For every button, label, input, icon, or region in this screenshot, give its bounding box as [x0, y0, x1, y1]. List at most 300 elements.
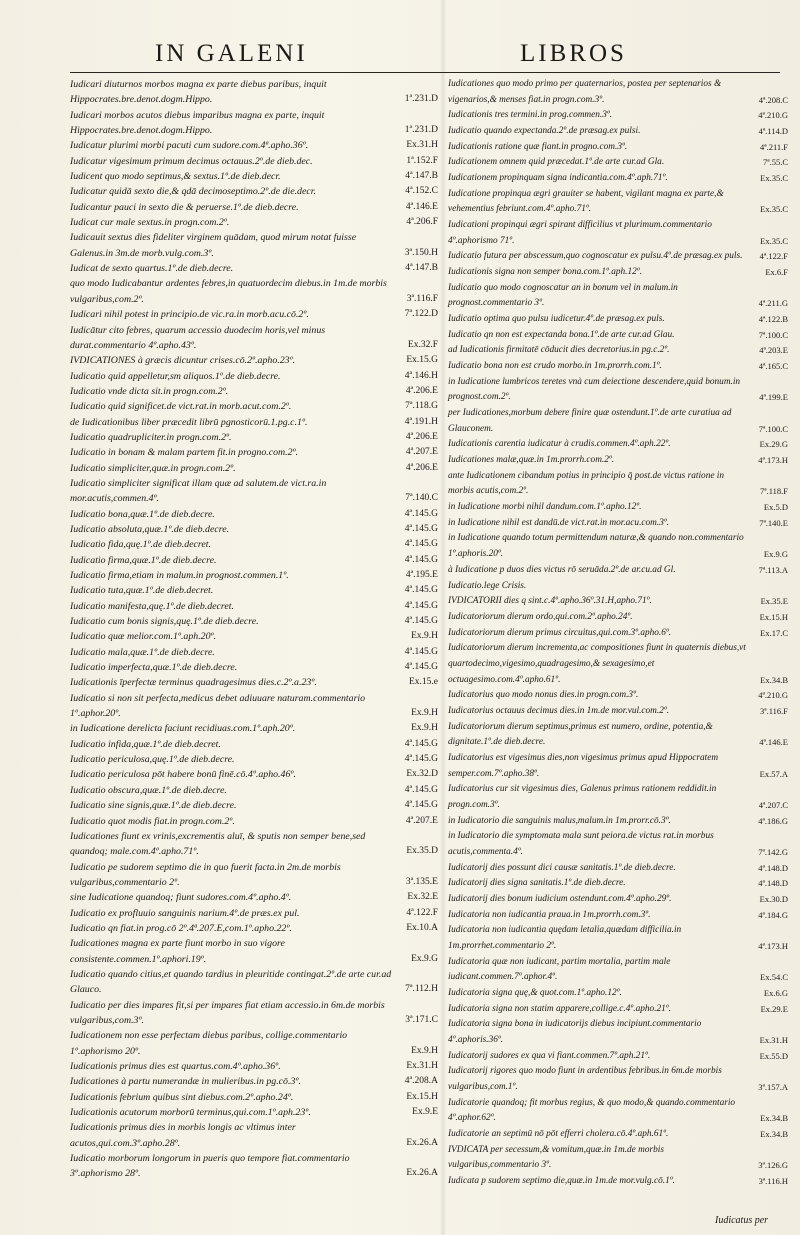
index-entry	[448, 187, 788, 218]
index-entry	[70, 752, 438, 767]
entry-reference: 7ª.118.G	[405, 401, 438, 412]
entry-text: Iudicationis īperfectæ terminus quadragesimus dies.c.2º.a.23º.	[70, 677, 317, 689]
index-column-left	[70, 77, 438, 1182]
entry-text: Iudicationis primus dies est quartus.com.4º.apho.36º.	[70, 1061, 281, 1072]
entry-reference: 4ª.145.G	[404, 600, 438, 611]
entry-text: Iudicatio quæ melior.com.1º.aph.20º.	[70, 631, 217, 643]
index-entry	[70, 798, 438, 813]
index-entry	[448, 469, 788, 500]
entry-reference: 7ª.113.A	[758, 564, 788, 575]
entry-reference: Ex.29.E	[760, 1003, 788, 1014]
header-rule	[70, 72, 780, 73]
entry-text: quo modo Iudicabantur ardentes febres,in quatuordecim diebus.in 1m.de morbis vulgaribus,com.2º.	[70, 278, 387, 305]
entry-text: à Iudicatione p duos dies victus rō seruāda.2º.de ar.cu.ad Gl.	[448, 564, 676, 575]
index-entry	[70, 737, 438, 752]
entry-reference: 7ª.140.E	[759, 517, 788, 528]
index-entry	[70, 553, 438, 568]
entry-reference: Ex.26.A	[406, 1137, 438, 1148]
index-entry	[448, 704, 788, 720]
index-column-right	[448, 77, 788, 1190]
index-entry	[70, 1074, 438, 1089]
entry-reference: 4ª.145.G	[404, 585, 438, 596]
index-entry	[448, 594, 788, 610]
entry-reference: 4ª.207.E	[405, 815, 438, 826]
entry-text: in Iudicatione lumbricos teretes vnà cum deiectione descendere,quid bonum.in prognost.com.2º.	[448, 376, 741, 403]
index-entry	[448, 437, 788, 453]
entry-reference: 3ª.126.G	[758, 1160, 788, 1171]
index-entry	[70, 430, 438, 445]
entry-text: Iudicata p sudorem septimo die,quæ.in 1m.de mor.vulg.cō.1º.	[448, 1176, 675, 1187]
entry-reference: 1ª.152.F	[406, 155, 438, 166]
entry-reference: 4ª.208.A	[404, 1076, 438, 1087]
entry-text: Iudicatio qn fiat.in prog.cō 2º.4ª.207.E,com.1º.apho.22º.	[70, 922, 292, 934]
index-entry	[70, 660, 438, 675]
entry-reference: Ex.57.A	[759, 768, 788, 779]
index-entry	[448, 923, 788, 954]
entry-reference: 7ª.118.F	[759, 486, 788, 497]
entry-reference: 4ª.207.E	[405, 447, 438, 458]
header-left: IN GALENI	[155, 40, 308, 67]
entry-text: Iudicatio quid significet.de vict.rat.in morb.acut.com.2º.	[70, 401, 292, 413]
index-entry	[448, 500, 788, 516]
index-entry	[448, 1127, 788, 1143]
index-entry	[448, 406, 788, 437]
entry-reference: Ex.15.G	[406, 355, 438, 366]
index-entry	[70, 200, 438, 215]
entry-text: Iudicatorius est vigesimus dies,non vigesimus primus apud Hippocratem semper.com.7º.apho.38º.	[448, 752, 719, 779]
entry-text: Iudicatur plurimi morbi pacuti cum sudore.com.4ª.apho.36º.	[70, 140, 309, 152]
entry-reference: 4ª.186.G	[758, 815, 788, 826]
entry-text: Iudicatur vigesimum primum decimus octauus.2º.de dieb.dec.	[70, 155, 313, 167]
index-entry	[448, 579, 788, 595]
entry-text: Iudicationes magna ex parte fiunt morbo in suo vigore consistente.commen.1º.aphori.19º.	[70, 938, 285, 965]
entry-reference: Ex.10.A	[406, 922, 438, 933]
entry-text: Iudicat de sexto quartus.1º.de dieb.decre.	[70, 263, 234, 275]
index-entry	[70, 369, 438, 384]
index-entry	[448, 610, 788, 626]
entry-reference: 1ª.231.D	[404, 125, 438, 136]
entry-reference: Ex.31.H	[406, 1061, 438, 1071]
entry-reference: 3ª.157.A	[758, 1082, 788, 1092]
entry-text: in Iudicatione quando totum permittendum naturæ,& quando non.commentario 1º.aphoris.20º.	[448, 533, 744, 560]
entry-text: Iudicatio manifesta,quę.1º.de dieb.decret.	[70, 600, 234, 612]
entry-reference: Ex.32.E	[407, 892, 438, 903]
entry-text: in Iudicatione morbi nihil dandum.com.1º.apho.12º.	[448, 502, 642, 513]
entry-reference: 4ª.206.F	[406, 217, 438, 228]
entry-reference: 4ª.145.G	[404, 554, 438, 565]
entry-reference: 4ª.211.F	[759, 141, 788, 152]
entry-reference: Ex.35.E	[760, 596, 788, 607]
index-entry	[448, 986, 788, 1002]
index-entry	[448, 77, 788, 108]
entry-reference: 4ª.146.E	[759, 737, 788, 748]
index-entry	[448, 861, 788, 877]
entry-text: Iudicatio firma,etiam in malum.in prognost.commen.1º.	[70, 570, 289, 581]
entry-reference: 4ª.122.B	[758, 314, 788, 325]
entry-text: Iudicationi propinqui ægri spirant difficilius vt plurimum.commentario 4º.aphorismo 71º.	[448, 220, 712, 246]
entry-reference: 4ª.145.G	[404, 800, 438, 811]
entry-text: Iudicatio bona non est crudo morbo.in 1m.prorrh.com.1º.	[448, 361, 662, 372]
entry-text: Iudicationis febrium quibus sint diebus.com.2º.apho.24º.	[70, 1091, 294, 1103]
entry-text: Iudicari diuturnos morbos magna ex parte diebus paribus, inquit Hippocrates.bre.denot.dogm.Hippo.	[70, 79, 327, 106]
entry-text: Iudicatoria signa bona in iudicatorijs diebus incipiunt.commentario 4º.aphoris.36º.	[448, 1019, 702, 1045]
entry-text: Iudicatorij sudores ex qua vi fiant.commen.7º.aph.21º.	[448, 1050, 651, 1061]
entry-reference: 3ª.171.C	[405, 1014, 438, 1025]
entry-reference: 4ª.148.D	[758, 878, 788, 889]
index-entry	[70, 1059, 438, 1074]
index-entry	[70, 215, 438, 230]
entry-text: Iudicent quo modo septimus,& sextus.1º.de dieb.decr.	[70, 171, 281, 183]
index-entry	[448, 955, 788, 986]
entry-reference: 4ª.165.C	[758, 361, 788, 372]
index-entry	[70, 645, 438, 660]
index-entry	[448, 782, 788, 813]
index-entry	[448, 1049, 788, 1065]
entry-reference: 3ª.116.F	[759, 705, 788, 716]
index-entry	[70, 783, 438, 798]
entry-text: Iudicatio pe sudorem septimo die in quo fuerit facta.in 2m.de morbis vulgaribus,commentario 2º.	[70, 861, 341, 888]
entry-reference: 4ª.122.F	[406, 907, 438, 918]
index-entry	[70, 1151, 438, 1182]
entry-reference: Ex.32.F	[407, 339, 438, 350]
entry-text: Iudicatio.lege Crisis.	[448, 580, 527, 591]
entry-reference: 4ª.195.E	[405, 570, 438, 580]
entry-text: Iudicatoriorum dierum incrementa,ac compositiones fiunt in quaternis diebus,vt quartodecimo,vigesimo,quadragesimo,& sexagesimo,et octuagesimo.com.4º.apho.61º.	[448, 643, 746, 685]
entry-text: Iudicationis acutorum morborū terminus,qui.com.1º.aph.23º.	[70, 1107, 311, 1119]
entry-text: Iudicatio in bonam & malam partem fit.in progno.com.2º.	[70, 447, 299, 459]
entry-reference: 4ª.211.G	[758, 298, 788, 309]
entry-reference: Ex.35.C	[760, 173, 788, 184]
index-entry	[448, 1174, 788, 1190]
index-entry	[448, 124, 788, 140]
entry-reference: 4ª.145.G	[404, 539, 438, 550]
entry-reference: 7ª.122.D	[404, 309, 438, 320]
index-entry	[448, 1096, 788, 1127]
entry-text: sine Iudicatione quandoq; fiunt sudores.com.4º.apho.4º.	[70, 892, 292, 904]
index-entry	[448, 814, 788, 830]
entry-text: Iudicatio absoluta,quæ.1º.de dieb.decre.	[70, 523, 230, 535]
index-entry	[448, 908, 788, 924]
entry-text: Iudicatorie quandoq; fit morbus regius, & quo modo,& quando.commentario 4º.aphor.62º.	[448, 1097, 736, 1124]
entry-reference: 4ª.145.G	[404, 508, 438, 519]
entry-reference: Ex.9.G	[411, 953, 438, 964]
entry-reference: 4ª.208.C	[758, 94, 788, 105]
index-entry	[448, 312, 788, 328]
entry-reference: Ex.55.D	[759, 1050, 788, 1061]
entry-text: Iudicatorij rigores quo modo fiunt in ardentibus febribus.in 6m.de morbis vulgaribus,com.1º.	[448, 1066, 722, 1092]
entry-reference: 4ª.114.D	[758, 126, 788, 137]
entry-text: Iudicatio optima quo pulsu iudicetur.4º.de præsag.ex puls.	[448, 314, 665, 325]
index-entry	[70, 461, 438, 476]
index-entry	[448, 720, 788, 751]
entry-text: per Iudicationes,morbum debere finire quæ ostendunt.1º.de arte curatiua ad Glauconem.	[448, 408, 732, 434]
index-entry	[70, 1105, 438, 1120]
index-entry	[70, 184, 438, 199]
entry-text: Iudicatio si non sit perfecta,medicus debet adiuuare naturam.commentario 1º.aphor.20º.	[70, 692, 366, 720]
entry-reference: 4ª.206.E	[405, 385, 438, 396]
index-entry	[70, 138, 438, 153]
entry-reference: 1ª.231.D	[404, 94, 438, 105]
entry-reference: 4ª.145.G	[404, 523, 438, 534]
entry-text: Iudicationem propinquam signa indicantia.com.4º.aph.71º.	[448, 173, 668, 184]
entry-reference: Ex.29.G	[759, 439, 788, 450]
entry-text: Iudicatorij dies possunt dici causæ sanitatis.1º.de dieb.decre.	[448, 862, 676, 873]
entry-text: Iudicatio bona,quæ.1º.de dieb.decre.	[70, 508, 215, 520]
entry-text: Iudicatorius quo modo nonus dies.in progn.com.3º.	[448, 690, 639, 701]
index-entry	[448, 249, 788, 265]
index-entry	[70, 261, 438, 276]
index-entry	[448, 328, 788, 344]
entry-reference: 7ª.100.C	[758, 423, 788, 434]
entry-reference: 4ª.146.E	[405, 201, 438, 212]
index-entry	[70, 276, 438, 307]
entry-reference: Ex.32.D	[406, 769, 438, 780]
index-entry	[448, 140, 788, 156]
entry-text: in Iudicatorio die symptomata mala sunt peiora.de victus rat.in morbus acutis,commenta.4º.	[448, 831, 714, 857]
index-entry	[448, 343, 788, 359]
entry-text: Iudicatio quid appelletur,sm aliquos.1º.de dieb.decre.	[70, 370, 281, 382]
entry-reference: Ex.9.H	[411, 723, 438, 734]
entry-reference: 4ª.191.H	[404, 416, 438, 427]
entry-reference: Ex.9.E	[412, 1107, 438, 1118]
entry-text: Iudicatio ex profluuio sanguinis narium.4º.de præs.ex pul.	[70, 907, 300, 919]
index-entry	[70, 1120, 438, 1151]
entry-text: Iudicatio firma,quæ.1º.de dieb.decre.	[70, 554, 217, 566]
index-entry	[70, 568, 438, 583]
index-entry	[448, 892, 788, 908]
entry-text: ad Iudicationis firmitatē cōducit dies decretorius.in pg.c.2º.	[448, 345, 670, 356]
entry-text: Iudicationis primus dies in morbis longis ac vltimus inter acutos,qui.com.3º.apho.28º.	[70, 1122, 296, 1149]
entry-text: Iudicationis ratione quæ fiant.in progno.com.3º.	[448, 141, 628, 152]
entry-text: Iudicationis tres termini.in prog.commen.3º.	[448, 110, 613, 121]
running-header	[0, 40, 800, 76]
entry-reference: 7ª.100.C	[758, 329, 788, 340]
entry-reference: Ex.35.D	[406, 846, 438, 857]
entry-text: Iudicari morbos acutos diebus imparibus magna ex parte, inquit Hippocrates.bre.denot.dogm.Hippo.	[70, 109, 325, 137]
index-entry	[448, 1143, 788, 1174]
index-entry	[448, 108, 788, 124]
entry-reference: 4ª.207.C	[758, 799, 788, 810]
index-entry	[70, 890, 438, 905]
index-entry	[448, 171, 788, 187]
index-entry	[70, 829, 438, 860]
entry-reference: Ex.15.H	[759, 611, 788, 622]
entry-reference: 4ª.145.G	[404, 616, 438, 627]
entry-text: Iudicationem omnem quid præcedat.1º.de arte cur.ad Gla.	[448, 157, 665, 168]
entry-reference: Ex.54.C	[760, 972, 788, 983]
entry-text: Iudicatio cum bonis signis,quę.1º.de dieb.decre.	[70, 616, 259, 628]
index-entry	[70, 767, 438, 782]
entry-reference: Ex.35.C	[760, 235, 788, 246]
entry-text: Iudicatio per dies impares fit,si per impares fiat etiam accessio.in 6m.de morbis vulgaribus,com.3º.	[70, 999, 385, 1026]
entry-text: Iudicātur cito febres, quarum accessio duodecim horis,vel minus durat.commentario 4º.apho.43º.	[70, 324, 326, 351]
entry-reference: 4ª.206.E	[405, 462, 438, 473]
entry-reference: Ex.34.B	[760, 1129, 788, 1140]
entry-text: Iudicatio quadrupliciter.in progn.com.2º.	[70, 431, 232, 443]
index-entry	[448, 751, 788, 782]
index-entry	[448, 265, 788, 281]
entry-text: Iudicatio qn non est expectanda bona.1º.de arte cur.ad Glau.	[448, 329, 675, 340]
entry-text: Iudicationes fiunt ex vrinis,excrementis aluī, & sputis non semper bene,sed quandoq; male.com.4º.apho.71º.	[70, 830, 366, 858]
entry-text: Iudicatio quot modis fiat.in progn.com.2º.	[70, 815, 235, 827]
index-entry	[448, 1017, 788, 1048]
entry-reference: Ex.15.e	[408, 677, 438, 688]
index-entry	[70, 814, 438, 829]
entry-text: Iudicatio simpliciter,quæ.in progn.com.2º.	[70, 462, 236, 474]
entry-reference: Ex.31.H	[406, 140, 438, 151]
entry-text: in Iudicatione derelicta faciunt recidiuas.com.1º.aph.20º.	[70, 723, 296, 735]
entry-text: Iudicatoria signa quę,& quot.com.1º.apho.12º.	[448, 987, 622, 998]
entry-reference: 4ª.173.H	[758, 455, 788, 466]
index-entry	[70, 415, 438, 430]
entry-text: Iudicatorius cur sit vigesimus dies, Galenus primus rationem reddidit.in progn.com.3º.	[448, 784, 717, 810]
header-right: LIBROS	[520, 40, 627, 67]
entry-reference: 7ª.112.H	[405, 984, 438, 995]
entry-reference: 3ª.135.E	[405, 876, 438, 887]
entry-text: Iudicat cur male sextus.in progn.com.2º.	[70, 217, 230, 229]
entry-reference: 7ª.140.C	[405, 493, 438, 504]
entry-text: Iudicatio periculosa pōt habere bonū finē.cō.4º.apho.46º.	[70, 769, 296, 781]
index-entry	[70, 108, 438, 139]
entry-text: Iudicatio tuta,quæ.1º.de dieb.decret.	[70, 585, 214, 597]
entry-reference: Ex.26.A	[406, 1168, 438, 1179]
entry-reference: 3ª.116.F	[406, 293, 438, 304]
entry-reference: Ex.5.D	[763, 502, 788, 513]
entry-reference: Ex.9.H	[411, 631, 438, 642]
entry-text: Iudicatoriorum dierum ordo,qui.com.2º.apho.24º.	[448, 611, 633, 622]
entry-reference: 4ª.145.G	[404, 784, 438, 795]
entry-reference: 4ª.206.E	[405, 431, 438, 442]
entry-reference: 4ª.145.G	[404, 662, 438, 673]
entry-text: Iudicationis signa non semper bona.com.1º.aph.12º.	[448, 267, 643, 278]
index-entry	[70, 967, 438, 998]
page-gutter	[440, 0, 446, 1235]
index-entry	[70, 1090, 438, 1105]
entry-text: Iudicatio quando expectanda.2º.de præsag.ex pulsi.	[448, 126, 641, 137]
entry-reference: Ex.17.C	[760, 627, 788, 638]
index-entry	[448, 281, 788, 312]
entry-text: Iudicatio obscura,quæ.1º.de dieb.decre.	[70, 784, 227, 796]
entry-text: Iudicatur quidā sexto die,& qdā decimoseptimo.2º.de die.decr.	[70, 186, 316, 198]
entry-text: Iudicatio quando citius,et quando tardius in pleuritide contingat.2º.de arte cur.ad Glauco.	[70, 968, 392, 996]
index-entry	[448, 531, 788, 562]
index-entry	[448, 626, 788, 642]
index-entry	[70, 936, 438, 967]
index-entry	[70, 860, 438, 891]
entry-reference: 4ª.184.G	[758, 909, 788, 920]
entry-text: IVDICATIONES à græcis dicuntur crises.cō.2º.apho.23º.	[70, 355, 296, 367]
index-entry	[448, 359, 788, 375]
entry-text: Iudicationes quo modo primo per quaternarios, postea per septenarios & vigenarios,& menses fiat.in progn.com.3º.	[448, 79, 722, 105]
index-entry	[448, 1002, 788, 1018]
entry-text: Iudicatio periculosa,quę.1º.de dieb.decre.	[70, 754, 235, 766]
index-entry	[70, 353, 438, 368]
index-entry	[448, 876, 788, 892]
entry-reference: Ex.9.G	[763, 549, 788, 560]
index-entry	[70, 614, 438, 629]
entry-text: Iudicatio mala,quæ.1º.de dieb.decre.	[70, 646, 215, 658]
index-entry	[70, 1028, 438, 1059]
entry-text: Iudicatoria quæ non iudicant, partim mortalia, partim male iudicant.commen.7º.aphor.4º.	[448, 956, 671, 983]
entry-text: in Iudicatione nihil est dandū.de vict.rat.in mor.acu.com.3º.	[448, 517, 670, 528]
entry-reference: 4ª.173.H	[758, 940, 788, 951]
index-entry	[70, 445, 438, 460]
index-entry	[70, 906, 438, 921]
index-entry	[70, 537, 438, 552]
entry-reference: 4ª.210.G	[758, 110, 788, 121]
entry-reference: 4ª.203.E	[759, 345, 788, 356]
entry-text: Iudicatoria non iudicantia praua.in 1m.prorrh.com.3º.	[448, 909, 651, 920]
index-entry	[70, 629, 438, 644]
entry-text: Iudicatione propinqua ægri grauiter se habent, vigilant magna ex parte,& vehementius febriunt.com.4º.apho.71º.	[448, 188, 724, 215]
index-entry	[70, 476, 438, 507]
entry-reference: 4ª.147.B	[405, 263, 438, 274]
entry-reference: 7ª.55.C	[762, 157, 788, 168]
index-entry	[70, 921, 438, 936]
entry-reference: Ex.31.H	[759, 1034, 788, 1045]
entry-reference: 3ª.116.H	[758, 1176, 788, 1187]
entry-text: Iudicationes à partu numerandæ in mulieribus.in pg.cō.3º.	[70, 1076, 301, 1088]
entry-reference: 4ª.145.G	[404, 646, 438, 657]
entry-text: in Iudicatorio die sanguinis malus,malum.in 1m.prorr.cō.3º.	[448, 815, 671, 826]
entry-text: Iudicatio morborum longorum in pueris quo tempore fiat.commentario 3º.aphorismo 28º.	[70, 1153, 350, 1180]
entry-text: Iudicatio simpliciter significat illam quæ ad salutem.de vict.ra.in mor.acutis,commen.4º.	[70, 477, 327, 505]
entry-text: Iudicantur pauci in sexto die & peruerse.1º.de dieb.decre.	[70, 201, 299, 213]
entry-text: Iudicatio infida,quæ.1º.de dieb.decret.	[70, 738, 221, 750]
index-entry	[70, 691, 438, 722]
index-entry	[70, 307, 438, 322]
entry-text: Iudicatorij dies signa sanitatis.1º.de dieb.decre.	[448, 878, 626, 889]
entry-reference: Ex.6.G	[763, 987, 788, 998]
entry-text: Iudicatio imperfecta,quæ.1º.de dieb.decre.	[70, 662, 238, 674]
entry-text: Iudicationem non esse perfectam diebus paribus, collige.commentario 1º.aphorismo 20º.	[70, 1030, 348, 1057]
index-entry	[448, 218, 788, 249]
index-entry	[448, 453, 788, 469]
entry-text: Iudicari nihil potest in principio.de vic.ra.in morb.acu.cō.2º.	[70, 309, 309, 321]
entry-text: Iudicatio sine signis,quæ.1º.de dieb.decre.	[70, 800, 237, 812]
index-entry	[70, 522, 438, 537]
index-entry	[448, 688, 788, 704]
entry-reference: 3ª.150.H	[404, 247, 438, 258]
index-entry	[448, 155, 788, 171]
entry-text: Iudicatio quo modo cognoscatur an in bonum vel in malum.in prognost.commentario 3º.	[448, 282, 678, 309]
entry-reference: 4ª.145.G	[404, 754, 438, 765]
entry-text: Iudicatoria non iudicantia quędam letalia,quædam difficilia.in 1m.prorrhet.commentario 2º.	[448, 925, 682, 951]
catchword: Iudicatus per	[715, 1215, 769, 1226]
index-entry	[70, 384, 438, 399]
entry-reference: Ex.34.B	[760, 1113, 788, 1124]
entry-reference: Ex.15.H	[406, 1091, 438, 1102]
entry-text: Iudicatio futura per abscessum,quo cognoscatur ex pulsu.4º.de præsag.ex puls.	[448, 251, 743, 262]
entry-text: Iudicatoria signa non statim apparere,collige.c.4º.apho.21º.	[448, 1003, 672, 1014]
entry-text: Iudicatoriorum dierum septimus,primus est numero, ordine, potentia,& dignitate.1º.de dieb.decre.	[448, 721, 713, 748]
entry-reference: 4ª.146.H	[404, 370, 438, 381]
index-entry	[70, 230, 438, 261]
index-entry	[70, 998, 438, 1029]
index-entry	[70, 77, 438, 108]
index-entry	[70, 721, 438, 736]
entry-text: IVDICATA per secessum,& vomitum,quæ.in 1m.de morbis vulgaribus,commentario 3º.	[448, 1144, 664, 1171]
entry-text: Iudicatorij dies bonum iudicium ostendunt.com.4º.apho.29º.	[448, 893, 672, 904]
entry-reference: 7ª.142.G	[758, 846, 788, 857]
entry-reference: 4ª.152.C	[405, 186, 438, 197]
entry-reference: Ex.9.H	[411, 1045, 438, 1056]
index-entry	[448, 1064, 788, 1095]
entry-reference: 4ª.147.B	[405, 171, 438, 182]
entry-reference: Ex.6.F	[765, 267, 788, 278]
entry-text: Iudicationis carentia iudicatur à crudis.commen.4º.aph.22º.	[448, 439, 671, 450]
index-entry	[448, 516, 788, 532]
